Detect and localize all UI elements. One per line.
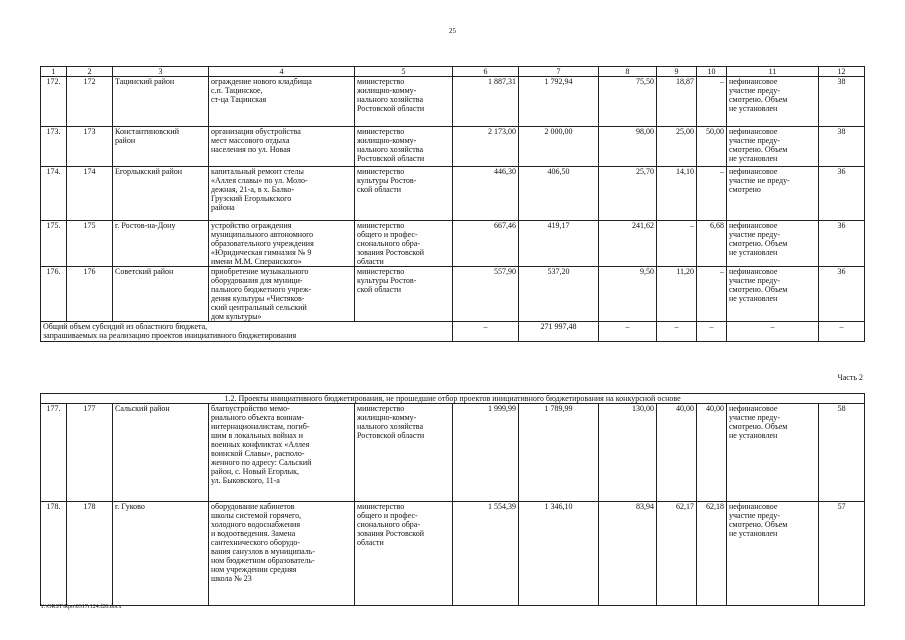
cell-n2: 176: [67, 267, 113, 322]
cell-c11: нефинансовое участие преду- смотрено. Объем не установлен: [727, 502, 819, 606]
page-number: 25: [449, 27, 456, 35]
table-row: [41, 167, 865, 221]
cell-c9: 11,20: [657, 267, 697, 322]
cell-c12: 57: [819, 502, 865, 606]
cell-n2: 175: [67, 221, 113, 267]
cell-n1: 177.: [41, 404, 67, 502]
cell-district: Егорлыкский район: [113, 167, 209, 221]
total-cell: –: [697, 322, 727, 342]
col-header: 3: [113, 67, 209, 77]
cell-c7: 1 346,10: [519, 502, 599, 606]
cell-c6: 1 999,99: [453, 404, 519, 502]
column-number-row: [41, 67, 865, 77]
cell-c7: 537,20: [519, 267, 599, 322]
cell-c7: 419,17: [519, 221, 599, 267]
col-header: 8: [599, 67, 657, 77]
cell-n1: 178.: [41, 502, 67, 606]
cell-ministry: министерство культуры Ростов- ской области: [355, 267, 453, 322]
cell-c8: 75,50: [599, 77, 657, 127]
total-label: Общий объем субсидий из областного бюджета, запрашиваемых на реализацию проектов инициативного бюджетирования: [41, 322, 453, 342]
cell-n1: 172.: [41, 77, 67, 127]
cell-project: капитальный ремонт стелы «Аллея славы» по ул. Моло- дежная, 21-а, в х. Балко- Грузский Егорлыкского района: [209, 167, 355, 221]
cell-c10: 62,18: [697, 502, 727, 606]
cell-c12: 36: [819, 167, 865, 221]
cell-c7: 1 789,99: [519, 404, 599, 502]
table-row: [41, 502, 865, 606]
cell-c8: 9,50: [599, 267, 657, 322]
cell-n2: 173: [67, 127, 113, 167]
cell-c9: 14,10: [657, 167, 697, 221]
cell-ministry: министерство жилищно-комму- нального хозяйства Ростовской области: [355, 77, 453, 127]
cell-c11: нефинансовое участие преду- смотрено. Объем не установлен: [727, 267, 819, 322]
cell-c9: 25,00: [657, 127, 697, 167]
total-row: [41, 322, 865, 342]
cell-c12: 36: [819, 267, 865, 322]
cell-c10: 40,00: [697, 404, 727, 502]
cell-c12: 36: [819, 221, 865, 267]
cell-district: г. Ростов-на-Дону: [113, 221, 209, 267]
cell-c9: 18,87: [657, 77, 697, 127]
table-row: [41, 404, 865, 502]
cell-ministry: министерство жилищно-комму- нального хозяйства Ростовской области: [355, 404, 453, 502]
total-cell: –: [657, 322, 697, 342]
col-header: 10: [697, 67, 727, 77]
cell-c8: 83,94: [599, 502, 657, 606]
col-header: 5: [355, 67, 453, 77]
total-cell: –: [453, 322, 519, 342]
cell-c9: 62,17: [657, 502, 697, 606]
cell-c6: 667,46: [453, 221, 519, 267]
col-header: 6: [453, 67, 519, 77]
cell-n1: 175.: [41, 221, 67, 267]
cell-project: приобретение музыкального оборудования для муници- пального бюджетного учреж- дения культуры «Чистяков- ский центральный сельский дом культуры»: [209, 267, 355, 322]
total-cell: –: [819, 322, 865, 342]
subsidy-table-part1: [40, 66, 865, 342]
file-path-footer: Y:\ORST\Rpo\0317r124.f20.docx: [40, 604, 122, 610]
cell-c12: 38: [819, 77, 865, 127]
cell-ministry: министерство общего и профес- сионального обра- зования Ростовской области: [355, 221, 453, 267]
subsidy-table-part2: [40, 393, 865, 606]
cell-c10: 6,68: [697, 221, 727, 267]
cell-district: Советский район: [113, 267, 209, 322]
cell-project: ограждение нового кладбища с.п. Тацинское, ст-ца Тацинская: [209, 77, 355, 127]
cell-project: оборудование кабинетов школы системой горячего, холодного водоснабжения и водоотведения. Замена сантехнического оборудо- вания санузлов в муниципаль- ном бюджетном образователь- ном учреждении средняя школа № 23: [209, 502, 355, 606]
cell-c8: 98,00: [599, 127, 657, 167]
cell-c11: нефинансовое участие преду- смотрено. Объем не установлен: [727, 77, 819, 127]
cell-c6: 446,30: [453, 167, 519, 221]
cell-c7: 406,50: [519, 167, 599, 221]
cell-c10: –: [697, 267, 727, 322]
cell-n2: 172: [67, 77, 113, 127]
cell-c11: нефинансовое участие преду- смотрено. Объем не установлен: [727, 404, 819, 502]
cell-c6: 2 173,00: [453, 127, 519, 167]
col-header: 12: [819, 67, 865, 77]
part-label: Часть 2: [837, 373, 863, 382]
col-header: 2: [67, 67, 113, 77]
cell-c12: 38: [819, 127, 865, 167]
total-cell: –: [599, 322, 657, 342]
cell-c6: 557,90: [453, 267, 519, 322]
cell-c10: –: [697, 77, 727, 127]
cell-c11: нефинансовое участие преду- смотрено. Объем не установлен: [727, 221, 819, 267]
cell-ministry: министерство культуры Ростов- ской области: [355, 167, 453, 221]
cell-project: устройство ограждения муниципального автономного образовательного учреждения «Юридическая гимназия № 9 имени М.М. Сперанского»: [209, 221, 355, 267]
col-header: 1: [41, 67, 67, 77]
cell-ministry: министерство жилищно-комму- нального хозяйства Ростовской области: [355, 127, 453, 167]
cell-ministry: министерство общего и профес- сионального обра- зования Ростовской области: [355, 502, 453, 606]
cell-c6: 1 554,39: [453, 502, 519, 606]
cell-c11: нефинансовое участие преду- смотрено. Объем не установлен: [727, 127, 819, 167]
table-row: [41, 127, 865, 167]
cell-n2: 177: [67, 404, 113, 502]
cell-project: благоустройство мемо- риального объекта воинам- интернационалистам, погиб- шим в локальных войнах и военных конфликтах «Аллея воинской Славы», располо- женного по адресу: Сальский район, с. Новый Егорлык, ул. Быковского, 11-а: [209, 404, 355, 502]
cell-c6: 1 887,31: [453, 77, 519, 127]
section-title-row: [41, 394, 865, 404]
cell-c12: 58: [819, 404, 865, 502]
table-row: [41, 267, 865, 322]
cell-n1: 176.: [41, 267, 67, 322]
cell-c7: 1 792,94: [519, 77, 599, 127]
cell-project: организация обустройства мест массового отдыха населения по ул. Новая: [209, 127, 355, 167]
total-cell: –: [727, 322, 819, 342]
cell-c10: 50,00: [697, 127, 727, 167]
cell-district: Константиновский район: [113, 127, 209, 167]
section-title: 1.2. Проекты инициативного бюджетирования, не прошедшие отбор проектов инициативного бюджетирования на конкурсной основе: [41, 394, 865, 404]
cell-district: Тацинский район: [113, 77, 209, 127]
table-row: [41, 77, 865, 127]
total-cell: 271 997,48: [519, 322, 599, 342]
col-header: 9: [657, 67, 697, 77]
col-header: 11: [727, 67, 819, 77]
cell-c9: 40,00: [657, 404, 697, 502]
cell-n2: 178: [67, 502, 113, 606]
cell-n1: 173.: [41, 127, 67, 167]
cell-c8: 25,70: [599, 167, 657, 221]
cell-c10: –: [697, 167, 727, 221]
col-header: 7: [519, 67, 599, 77]
col-header: 4: [209, 67, 355, 77]
table-row: [41, 221, 865, 267]
cell-c8: 241,62: [599, 221, 657, 267]
cell-c11: нефинансовое участие не преду- смотрено: [727, 167, 819, 221]
cell-district: Сальский район: [113, 404, 209, 502]
cell-n2: 174: [67, 167, 113, 221]
cell-district: г. Гуково: [113, 502, 209, 606]
cell-c8: 130,00: [599, 404, 657, 502]
cell-c9: –: [657, 221, 697, 267]
cell-n1: 174.: [41, 167, 67, 221]
cell-c7: 2 000,00: [519, 127, 599, 167]
